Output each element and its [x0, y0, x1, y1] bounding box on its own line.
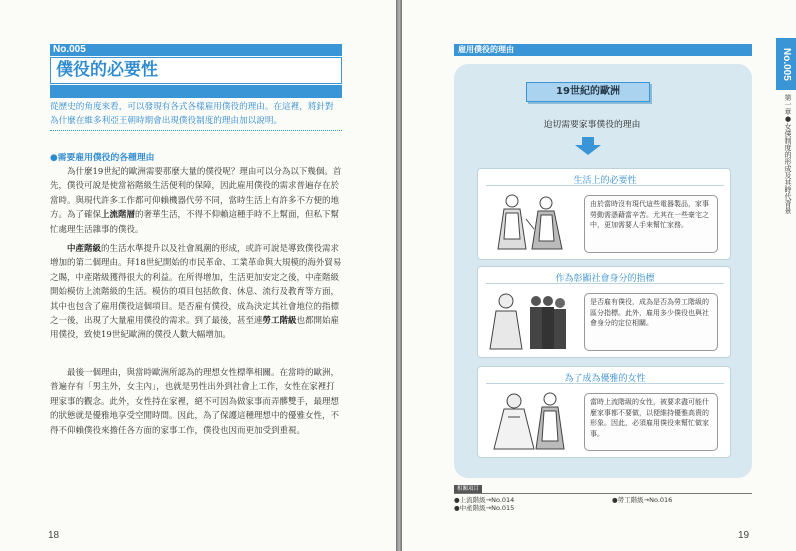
section-heading: ●需要雇用僕役的各種理由 — [50, 153, 155, 163]
side-tab: No.005 — [776, 38, 796, 90]
left-page — [0, 0, 396, 551]
card-title: 生活上的必要性 — [478, 173, 732, 186]
keyword-upper-class: 上流階層 — [101, 210, 136, 221]
card-text: 是否雇有僕役，成為是否為勞工階級的區分指標。此外，雇用多少僕役也與社會身分的定位相關。 — [584, 293, 718, 351]
diagram-header: 雇用僕役的理由 — [454, 44, 752, 56]
entry-number: No.005 — [50, 44, 342, 56]
gentry-with-servants-illustration-icon — [486, 287, 574, 353]
card-title: 作為彰顯社會身分的指標 — [478, 271, 732, 284]
title-band — [50, 85, 342, 98]
card-elegant-woman — [477, 366, 731, 458]
chapter-side-text: 第一章●女僕制度的形成及其時代背景 — [784, 94, 792, 214]
card-social-status — [477, 266, 731, 358]
page-number-right: 19 — [738, 530, 750, 541]
paragraph-1: 為什麼19世紀的歐洲需要那麼大量的僕役呢？理由可以分為以下幾個。首先，僕役可說是使當裕階級生活便利的保障，因此雇用僕役的需求普遍存在於當時。與現代許多工作都可仰賴機器代勞不同，當時生活上有許多不方便的地方。為了確保上流階層的奢華生活，不得不仰賴這種手時不上幫面，但私下幫忙處理生活雜事的僕役。 — [50, 167, 342, 235]
reason-label: 迫切需要家事僕役的理由 — [543, 120, 641, 130]
keyword-working-class: 勞工階級 — [262, 316, 297, 327]
keyword-middle-class: 中產階級 — [67, 244, 102, 254]
card-text: 由於當時沒有現代這些電器製品，家事勞動需憑藉當辛苦。尤其在一些豪宅之中，更加需要人手來幫忙家務。 — [584, 195, 718, 253]
card-daily-necessity — [477, 168, 731, 260]
maids-working-illustration-icon — [486, 189, 574, 255]
card-title: 為了成為優雅的女性 — [478, 371, 732, 384]
page-number-left: 18 — [48, 530, 60, 541]
card-text: 當時上流階級的女性，被要求盡可能什麼家事都不要做，以便維持優雅高貴的形象。因此，必須雇用僕役來幫忙做家事。 — [584, 393, 718, 451]
intro-text: 從歷史的角度來看，可以發現有各式各樣雇用僕役的理由。在這裡，將針對為什麼在維多利亞王朝時期會出現僕役制度的理由加以說明。 — [50, 100, 342, 131]
related-label: 相關項目 — [454, 485, 482, 493]
page-title: 僕役的必要性 — [50, 57, 342, 84]
century-label: 19世紀的歐洲 — [526, 82, 650, 102]
related-item: ●勞工階級→No.016 — [612, 496, 673, 504]
related-item: ●上流階級→No.014 — [454, 496, 515, 504]
paragraph-3: 最後一個理由，與當時歐洲所認為的理想女性標準相關。在當時的歐洲，普遍存有「男主外，女主內」，也就是男性出外到社會上工作，女性在家裡打理家事的觀念。此外，女性持在家裡，絕不可因為做家事而弄髒雙手，最理想的狀態就是優雅地享受空閒時間。因此，為了保護這種理想中的優雅女性，不得不仰賴僕役來擔任各方面的家事工作，僕役也因而更加受到重視。 — [50, 368, 340, 436]
lady-and-maid-illustration-icon — [486, 387, 574, 453]
related-item: ●中產階級→No.015 — [454, 504, 515, 512]
paragraph-2: 中產階級的生活水準提升以及社會風潮的形成，或許可說是導致僕役需求增加的第二個理由。拜18世紀開始的市民革命、工業革命與大規模的海外貿易之賜，中產階級獲得很大的利益。在所得增加，生活更加安定之後，中產階級開始模仿上流階級的生活。模仿的項目包括飲食、休息、流行及教育等方面，其中也包含了雇用僕役這個項目。是否雇有僕役，成為決定其社會地位的指標之一後，出現了大量雇用僕役的需求。到了最後，甚至連勞工階級也都開始雇用僕役，致使19世紀歐洲的僕役人數大幅增加。 — [50, 244, 342, 341]
right-page — [402, 0, 796, 551]
related-divider — [454, 493, 752, 494]
